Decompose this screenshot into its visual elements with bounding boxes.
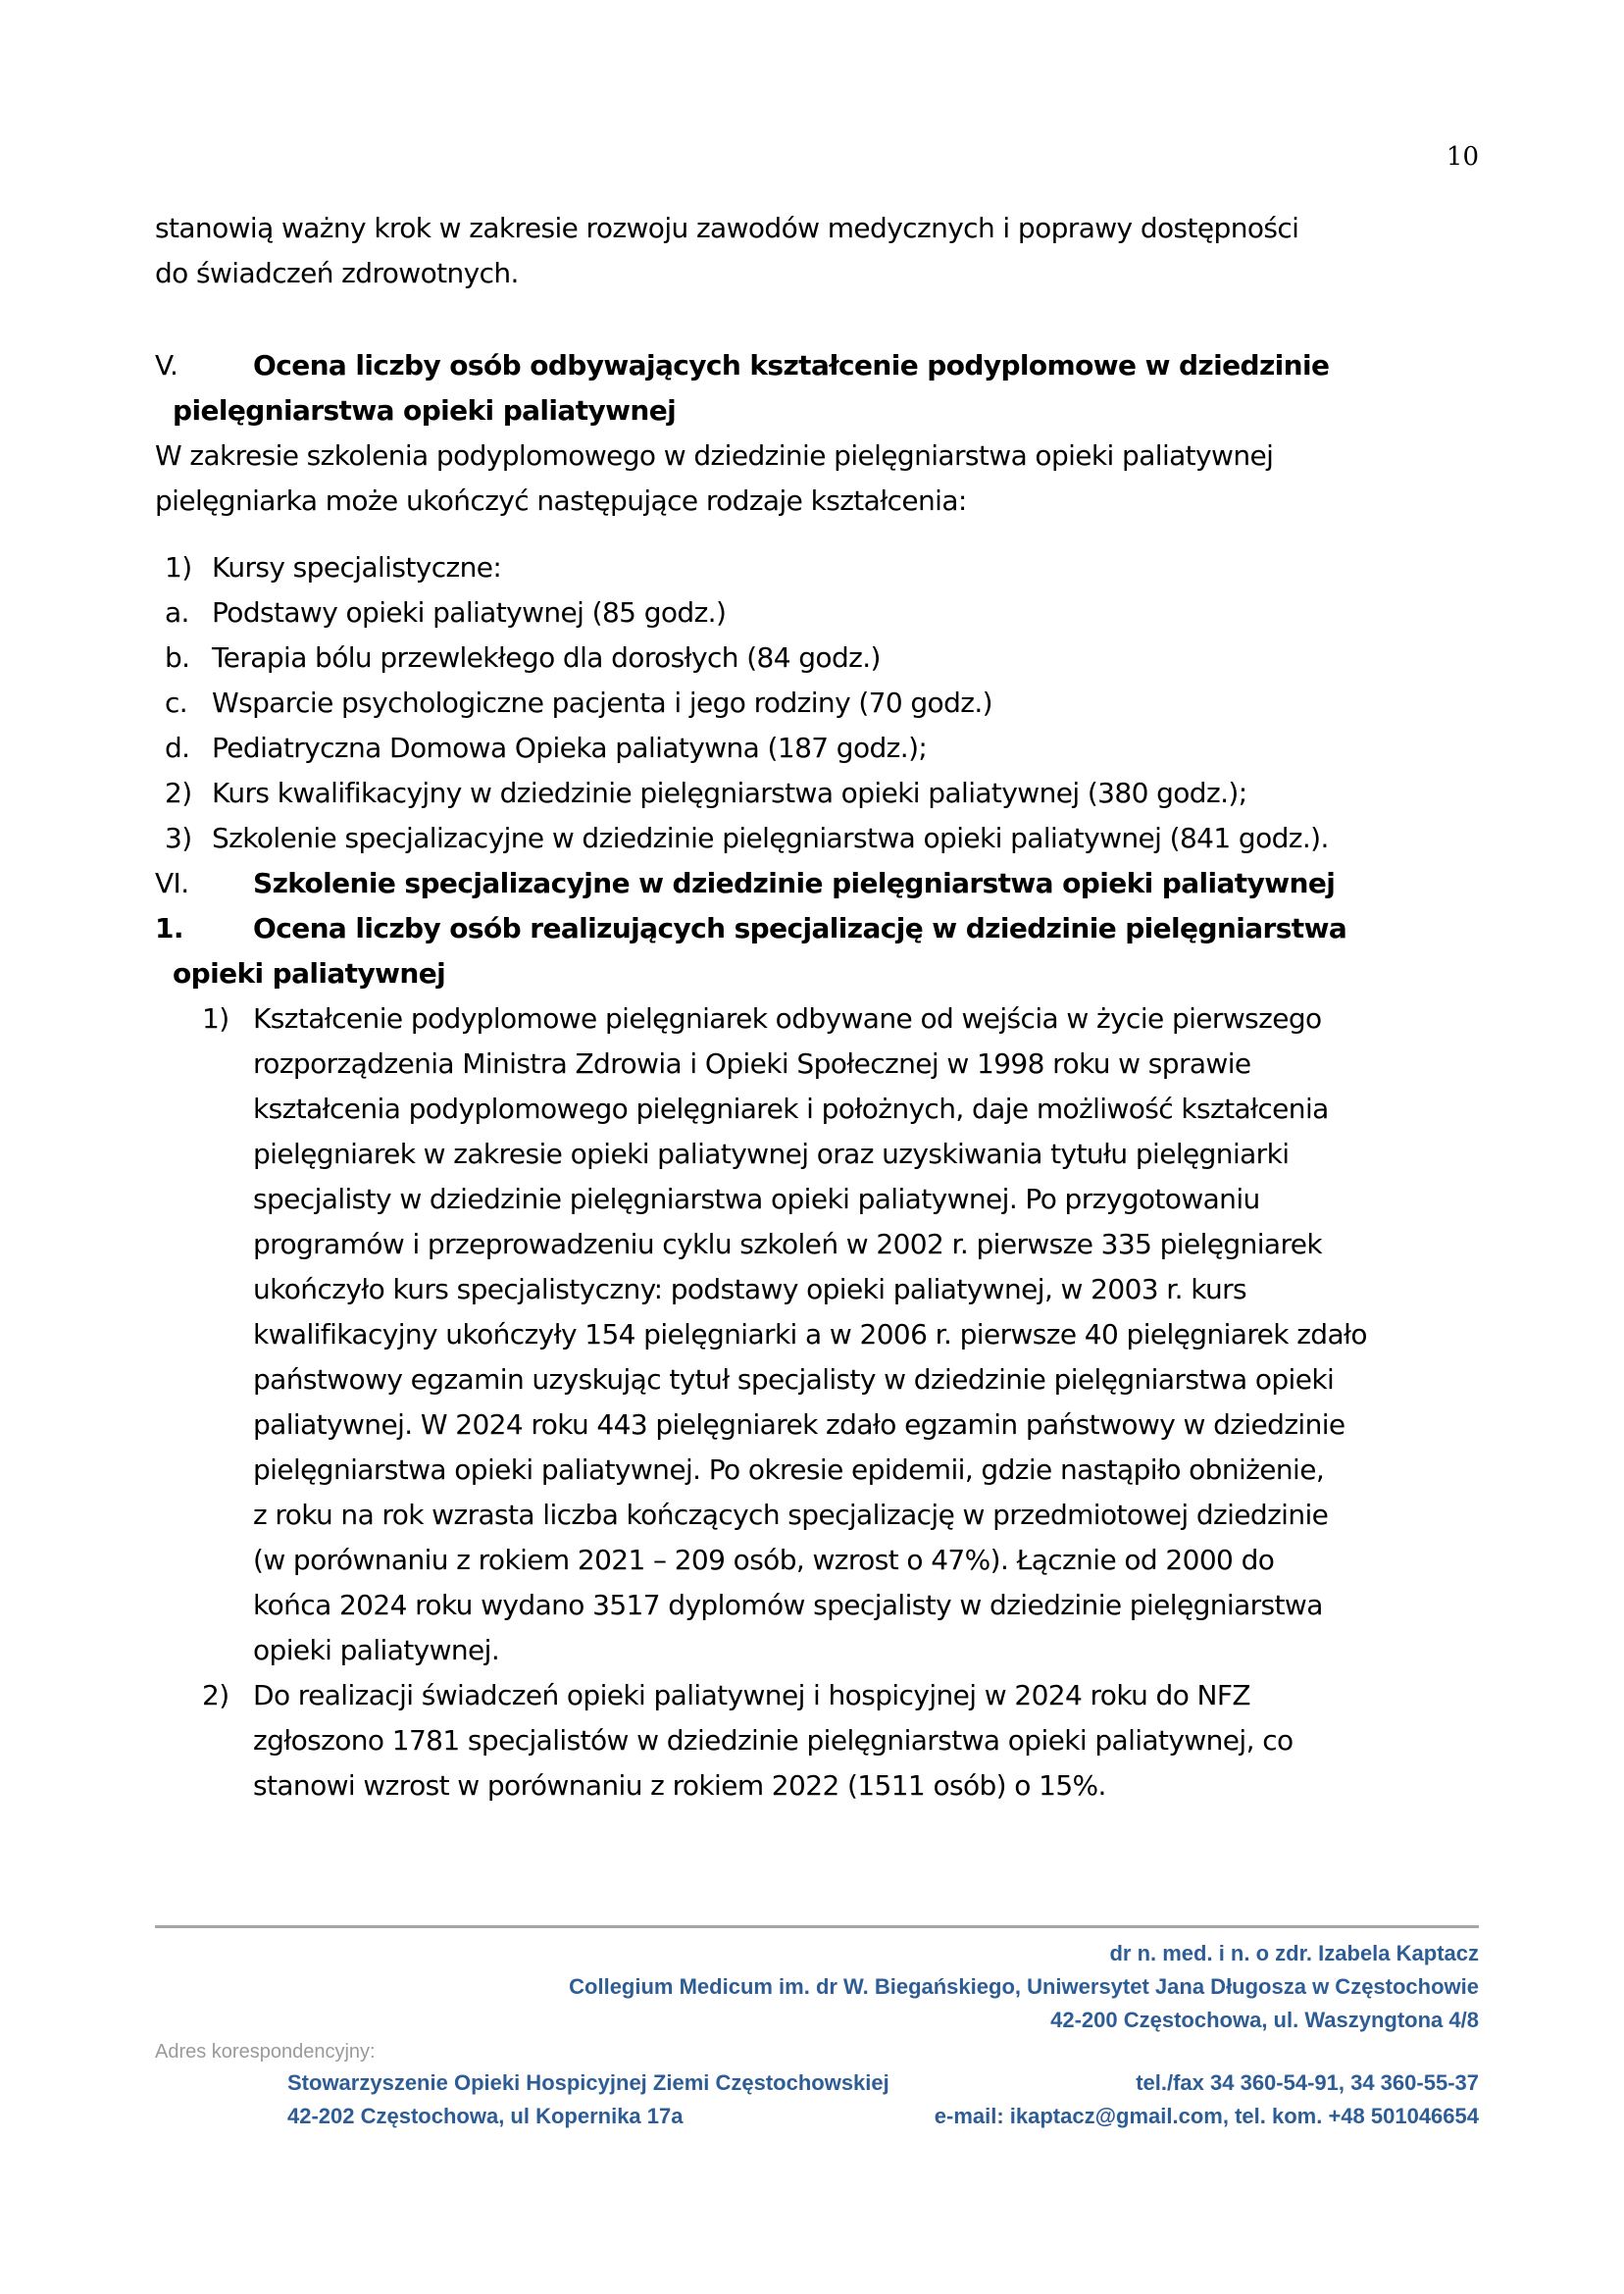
footer-corr-label: Adres korespondencyjny:	[155, 2041, 376, 2063]
footer-institution: Collegium Medicum im. dr W. Biegańskiego, Uniwersytet Jana Długosza w Częstochowie	[569, 1974, 1479, 1999]
list-marker: b.	[165, 641, 190, 674]
list-item-text: Kurs kwalifikacyjny w dziedzinie pielęgniarstwa opieki paliatywnej (380 godz.);	[212, 777, 1247, 809]
list-item	[155, 545, 1479, 590]
numbered-item	[155, 996, 1479, 1673]
page-number: 10	[1446, 142, 1479, 172]
list-item-text: Terapia bólu przewlekłego dla dorosłych (84 godz.)	[212, 641, 881, 674]
item-line: pielęgniarstwa opieki paliatywnej. Po okresie epidemii, gdzie nastąpiło obniżenie,	[253, 1453, 1325, 1486]
section-numeral: V.	[155, 349, 178, 382]
footer-org: Stowarzyszenie Opieki Hospicyjnej Ziemi Częstochowskiej	[287, 2070, 889, 2095]
item-line: paliatywnej. W 2024 roku 443 pielęgniarek zdało egzamin państwowy w dziedzinie	[253, 1408, 1345, 1441]
intro-line: stanowią ważny krok w zakresie rozwoju zawodów medycznych i poprawy dostępności	[155, 212, 1299, 244]
section-5-heading-cont: pielęgniarstwa opieki paliatywnej	[173, 394, 677, 427]
list-item-text: Szkolenie specjalizacyjne w dziedzinie pielęgniarstwa opieki paliatywnej (841 godz.).	[212, 822, 1329, 854]
footer	[155, 1937, 1479, 2133]
footer-row	[155, 2066, 1479, 2100]
heading-text: Ocena liczby osób realizujących specjalizację w dziedzinie pielęgniarstwa	[253, 912, 1347, 944]
intro-line: do świadczeń zdrowotnych.	[155, 257, 519, 289]
list-item	[155, 771, 1479, 816]
numbered-item	[155, 1673, 1479, 1809]
document-body	[155, 206, 1479, 296]
list-marker: 3)	[165, 822, 192, 854]
heading-text: Szkolenie specjalizacyjne w dziedzinie pielęgniarstwa opieki paliatywnej	[253, 867, 1336, 899]
item-line: kwalifikacyjny ukończyły 154 pielęgniarki a w 2006 r. pierwsze 40 pielęgniarek zdało	[253, 1318, 1367, 1351]
item-line: programów i przeprowadzeniu cyklu szkoleń w 2002 r. pierwsze 335 pielęgniarek	[253, 1228, 1322, 1260]
item-line: rozporządzenia Ministra Zdrowia i Opieki Społecznej w 1998 roku w sprawie	[253, 1047, 1251, 1080]
list-item-text: Kursy specjalistyczne:	[212, 551, 502, 584]
footer-divider	[155, 1925, 1479, 1928]
item-line: ukończyło kurs specjalistyczny: podstawy opieki paliatywnej, w 2003 r. kurs	[253, 1273, 1247, 1305]
list-item-text: Pediatryczna Domowa Opieka paliatywna (187 godz.);	[212, 732, 928, 764]
item-line: opieki paliatywnej.	[253, 1634, 500, 1666]
section-6-heading	[155, 861, 1479, 906]
subsection-heading	[155, 906, 1479, 951]
list-marker: 2)	[165, 777, 192, 809]
heading-text: Ocena liczby osób odbywających kształcenie podyplomowe w dziedzinie	[253, 349, 1330, 382]
subsection-numeral: 1.	[155, 912, 183, 944]
footer-author: dr n. med. i n. o zdr. Izabela Kaptacz	[1109, 1941, 1479, 1965]
item-line: specjalisty w dziedzinie pielęgniarstwa opieki paliatywnej. Po przygotowaniu	[253, 1183, 1260, 1215]
list-marker: 1)	[165, 551, 192, 584]
item-line: stanowi wzrost w porównaniu z rokiem 2022 (1511 osób) o 15%.	[253, 1769, 1106, 1802]
paragraph-line: W zakresie szkolenia podyplomowego w dziedzinie pielęgniarstwa opieki paliatywnej	[155, 439, 1274, 472]
footer-phone: tel./fax 34 360-54-91, 34 360-55-37	[1136, 2070, 1479, 2095]
item-line: Do realizacji świadczeń opieki paliatywnej i hospicyjnej w 2024 roku do NFZ	[253, 1679, 1250, 1711]
subsection-heading-cont: opieki paliatywnej	[173, 957, 446, 990]
list-marker: a.	[165, 596, 189, 629]
list-item	[155, 590, 1479, 636]
item-line: (w porównaniu z rokiem 2021 – 209 osób, wzrost o 47%). Łącznie od 2000 do	[253, 1544, 1275, 1576]
section-5	[155, 343, 1479, 1809]
item-line: państwowy egzamin uzyskując tytuł specjalisty w dziedzinie pielęgniarstwa opieki	[253, 1363, 1335, 1396]
section-5-heading	[155, 343, 1479, 388]
list-item	[155, 726, 1479, 771]
item-line: pielęgniarek w zakresie opieki paliatywnej oraz uzyskiwania tytułu pielęgniarki	[253, 1138, 1290, 1170]
section-numeral: VI.	[155, 867, 189, 899]
item-line: końca 2024 roku wydano 3517 dyplomów specjalisty w dziedzinie pielęgniarstwa	[253, 1589, 1323, 1621]
item-line: zgłoszono 1781 specjalistów w dziedzinie pielęgniarstwa opieki paliatywnej, co	[253, 1724, 1294, 1757]
paragraph-line: pielęgniarka może ukończyć następujące rodzaje kształcenia:	[155, 484, 967, 517]
list-item	[155, 816, 1479, 861]
item-marker: 2)	[202, 1679, 229, 1711]
list-item-text: Podstawy opieki paliatywnej (85 godz.)	[212, 596, 727, 629]
list-item	[155, 681, 1479, 726]
footer-address: 42-200 Częstochowa, ul. Waszyngtona 4/8	[1050, 2008, 1479, 2032]
footer-contact[interactable]: e-mail: ikaptacz@gmail.com, tel. kom. +48 501046654	[934, 2104, 1479, 2128]
item-line: z roku na rok wzrasta liczba kończących specjalizację w przedmiotowej dziedzinie	[253, 1499, 1329, 1531]
item-line: Kształcenie podyplomowe pielęgniarek odbywane od wejścia w życie pierwszego	[253, 1002, 1322, 1035]
list-marker: d.	[165, 732, 190, 764]
item-marker: 1)	[202, 1002, 229, 1035]
item-line: kształcenia podyplomowego pielęgniarek i położnych, daje możliwość kształcenia	[253, 1093, 1329, 1125]
footer-row	[155, 2100, 1479, 2133]
list-item	[155, 636, 1479, 681]
footer-org-address: 42-202 Częstochowa, ul Kopernika 17a	[287, 2104, 684, 2128]
list-marker: c.	[165, 687, 188, 719]
list-item-text: Wsparcie psychologiczne pacjenta i jego rodziny (70 godz.)	[212, 687, 992, 719]
